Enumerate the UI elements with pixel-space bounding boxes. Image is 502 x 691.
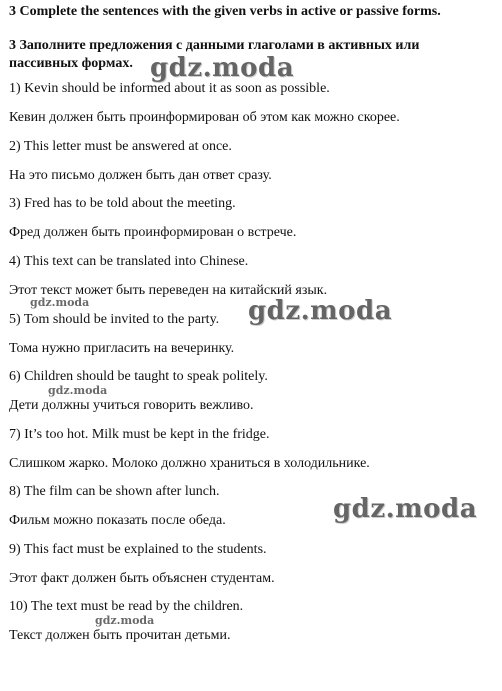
sentence-4-russian: Этот текст может быть переведен на китайский язык. — [9, 283, 328, 298]
sentence-9-russian: Этот факт должен быть объяснен студентам. — [9, 571, 275, 586]
sentence-2-russian: На это письмо должен быть дан ответ сразу. — [9, 168, 272, 183]
sentence-7-english: 7) It’s too hot. Milk must be kept in the fridge. — [9, 427, 270, 442]
watermark-small: gdz.moda — [48, 384, 108, 397]
task-heading-russian: 3 Заполните предложения с данными глаголами в активных или пассивных формах. — [9, 38, 420, 71]
watermark-logo: gdz.moda — [150, 53, 295, 83]
sentence-6-english: 6) Children should be taught to speak politely. — [9, 369, 268, 384]
watermark-logo: gdz.moda — [248, 296, 393, 326]
task-heading-english: 3 Complete the sentences with the given verbs in active or passive forms. — [9, 4, 441, 19]
sentence-9-english: 9) This fact must be explained to the students. — [9, 542, 267, 557]
sentence-3-russian: Фред должен быть проинформирован о встрече. — [9, 225, 297, 240]
watermark-small: gdz.moda — [30, 296, 90, 309]
sentence-7-russian: Слишком жарко. Молоко должно храниться в холодильнике. — [9, 456, 370, 471]
sentence-3-english: 3) Fred has to be told about the meeting. — [9, 196, 236, 211]
sentence-10-english: 10) The text must be read by the children. — [9, 599, 244, 614]
sentence-6-russian: Дети должны учиться говорить вежливо. — [9, 398, 254, 413]
sentence-2-english: 2) This letter must be answered at once. — [9, 139, 232, 154]
sentence-5-english: 5) Tom should be invited to the party. — [9, 312, 220, 327]
sentence-5-russian: Тома нужно пригласить на вечеринку. — [9, 341, 235, 356]
sentence-8-english: 8) The film can be shown after lunch. — [9, 484, 220, 499]
sentence-10-russian: Текст должен быть прочитан детьми. — [9, 628, 231, 643]
sentence-8-russian: Фильм можно показать после обеда. — [9, 513, 226, 528]
sentence-4-english: 4) This text can be translated into Chinese. — [9, 254, 249, 269]
sentence-1-russian: Кевин должен быть проинформирован об этом как можно скорее. — [9, 110, 400, 125]
watermark-small: gdz.moda — [95, 614, 155, 627]
sentence-1-english: 1) Kevin should be informed about it as soon as possible. — [9, 81, 330, 96]
watermark-logo: gdz.moda — [333, 494, 478, 524]
